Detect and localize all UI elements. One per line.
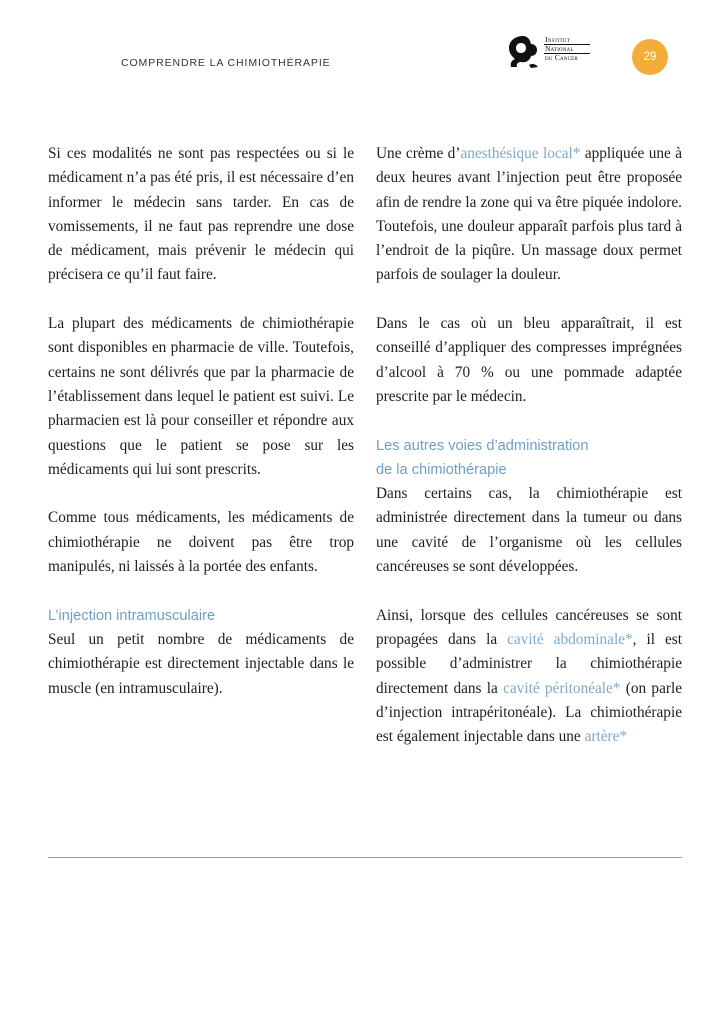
page-number-badge: 29 bbox=[632, 39, 668, 75]
glossary-term: anesthésique local* bbox=[460, 145, 581, 162]
paragraph: Dans le cas où un bleu apparaîtrait, il est conseillé d’appliquer des compresses imprégnées d’alcool à 70 % ou une pommade adaptée prescrite par le médecin. bbox=[376, 315, 682, 405]
paragraph: Seul un petit nombre de médicaments de chimiothérapie est directement injectable dans le muscle (en intramusculaire). bbox=[48, 630, 354, 697]
paragraph: Ainsi, lorsque des cellules cancéreuses se sont propagées dans la cavité abdominale*, il est possible d’administrer la chimiothérapie directement dans la cavité péritonéale* (on parle d’injection intrapéritonéale). La chimiothérapie est également injectable dans une artère* bbox=[376, 606, 683, 746]
footer-divider bbox=[48, 857, 682, 858]
section-heading: L’injection intramusculaire bbox=[48, 607, 216, 624]
logo-emblem-icon bbox=[503, 32, 543, 72]
section-heading-line2: de la chimiothérapie bbox=[376, 461, 507, 478]
paragraph: Une crème d’anesthésique local* appliquée une à deux heures avant l’injection peut être proposée afin de rendre la zone qui va être piquée indolore. Toutefois, une douleur apparaît parfois plus tard à l’endroit de la piqûre. Un massage doux permet parfois de soulager la douleur. bbox=[376, 145, 683, 284]
glossary-term: cavité péritonéale* bbox=[503, 679, 621, 697]
logo-wordmark: Institut National du Cancer bbox=[545, 35, 578, 62]
section-intramuscular bbox=[48, 604, 354, 701]
institut-national-du-cancer-logo bbox=[503, 32, 598, 72]
paragraph: Si ces modalités ne sont pas respectées ou si le médicament n’a pas été pris, il est nécessaire d’en informer le médecin sans tarder. En cas de vomissements, il ne faut pas reprendre une dose de médicament, mais prévenir le médecin qui précisera ce qu’il faut faire. bbox=[48, 145, 354, 284]
glossary-term: cavité abdominale* bbox=[507, 630, 633, 648]
section-heading-line1: Les autres voies d’administration bbox=[376, 437, 589, 454]
paragraph: La plupart des médicaments de chimiothérapie sont disponibles en pharmacie de ville. Toutefois, certains ne sont délivrés que par la pharmacie de l’établissement dans lequel le patient est suivi. Le pharmacien est là pour conseiller et répondre aux questions que le patient se pose sur les médicaments qui lui sont prescrits. bbox=[48, 315, 354, 478]
paragraph: Comme tous médicaments, les médicaments de chimiothérapie ne doivent pas être trop manipulés, ni laissés à la portée des enfants. bbox=[48, 509, 354, 576]
left-column bbox=[48, 142, 354, 701]
section-other-routes bbox=[376, 434, 682, 580]
running-header: COMPRENDRE LA CHIMIOTHÉRAPIE bbox=[121, 57, 331, 69]
right-column bbox=[376, 142, 682, 749]
glossary-term: artère* bbox=[584, 728, 628, 746]
paragraph: Dans certains cas, la chimiothérapie est administrée directement dans la tumeur ou dans une cavité de l’organisme où les cellules cancéreuses se sont développées. bbox=[376, 485, 682, 576]
